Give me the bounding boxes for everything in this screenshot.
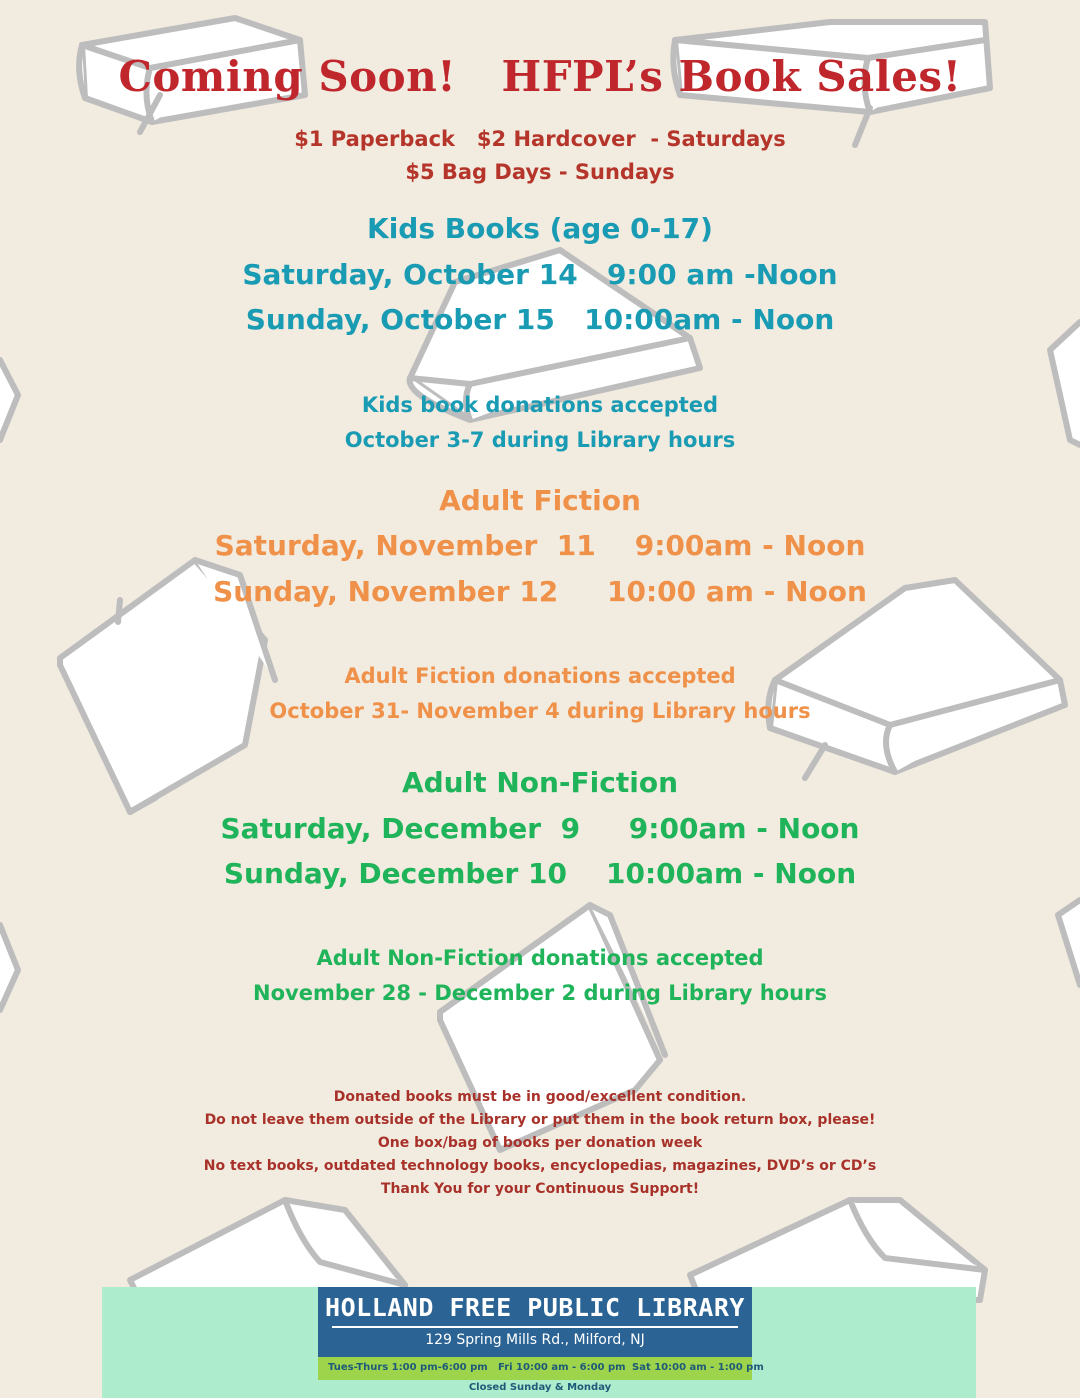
nonfiction-sunday: Sunday, December 10 10:00am - Noon	[223, 857, 857, 890]
kids-heading: Kids Books (age 0-17)	[367, 212, 713, 245]
note-dropoff: Do not leave them outside of the Library or put them in the book return box, please!	[204, 1112, 876, 1128]
library-logo	[318, 1287, 764, 1380]
closed-days: Closed Sunday & Monday	[468, 1382, 612, 1393]
page-title: Coming Soon! HFPL’s Book Sales!	[118, 52, 962, 101]
nonfiction-heading: Adult Non-Fiction	[401, 766, 679, 799]
fiction-donation-title: Adult Fiction donations accepted	[344, 664, 736, 688]
pricing-sunday: $5 Bag Days - Sundays	[405, 160, 675, 184]
hours-tue-thu: Tues-Thurs 1:00 pm-6:00 pm	[328, 1362, 488, 1373]
note-limit: One box/bag of books per donation week	[377, 1135, 703, 1151]
hours-fri: Fri 10:00 am - 6:00 pm	[498, 1362, 626, 1373]
kids-sunday: Sunday, October 15 10:00am - Noon	[245, 303, 835, 336]
library-name: HOLLAND FREE PUBLIC LIBRARY	[325, 1293, 745, 1322]
pricing-saturday: $1 Paperback $2 Hardcover - Saturdays	[294, 127, 786, 151]
note-condition: Donated books must be in good/excellent condition.	[333, 1089, 747, 1105]
library-address: 129 Spring Mills Rd., Milford, NJ	[425, 1332, 645, 1348]
note-exclusions: No text books, outdated technology books, encyclopedias, magazines, DVD’s or CD’s	[203, 1158, 877, 1174]
fiction-heading: Adult Fiction	[439, 484, 641, 517]
kids-donation-title: Kids book donations accepted	[361, 393, 719, 417]
note-thanks: Thank You for your Continuous Support!	[380, 1181, 700, 1197]
kids-saturday: Saturday, October 14 9:00 am -Noon	[242, 258, 838, 291]
fiction-saturday: Saturday, November 11 9:00am - Noon	[214, 529, 866, 562]
hours-bar	[318, 1357, 764, 1380]
hours-sat: Sat 10:00 am - 1:00 pm	[632, 1362, 764, 1373]
kids-donation-dates: October 3-7 during Library hours	[344, 428, 736, 452]
logo-divider	[332, 1326, 738, 1328]
nonfiction-donation-dates: November 28 - December 2 during Library hours	[253, 981, 827, 1005]
nonfiction-donation-title: Adult Non-Fiction donations accepted	[316, 946, 764, 970]
nonfiction-saturday: Saturday, December 9 9:00am - Noon	[220, 812, 860, 845]
logo-banner	[318, 1287, 752, 1357]
fiction-donation-dates: October 31- November 4 during Library hours	[269, 699, 811, 723]
fiction-sunday: Sunday, November 12 10:00 am - Noon	[213, 575, 867, 608]
